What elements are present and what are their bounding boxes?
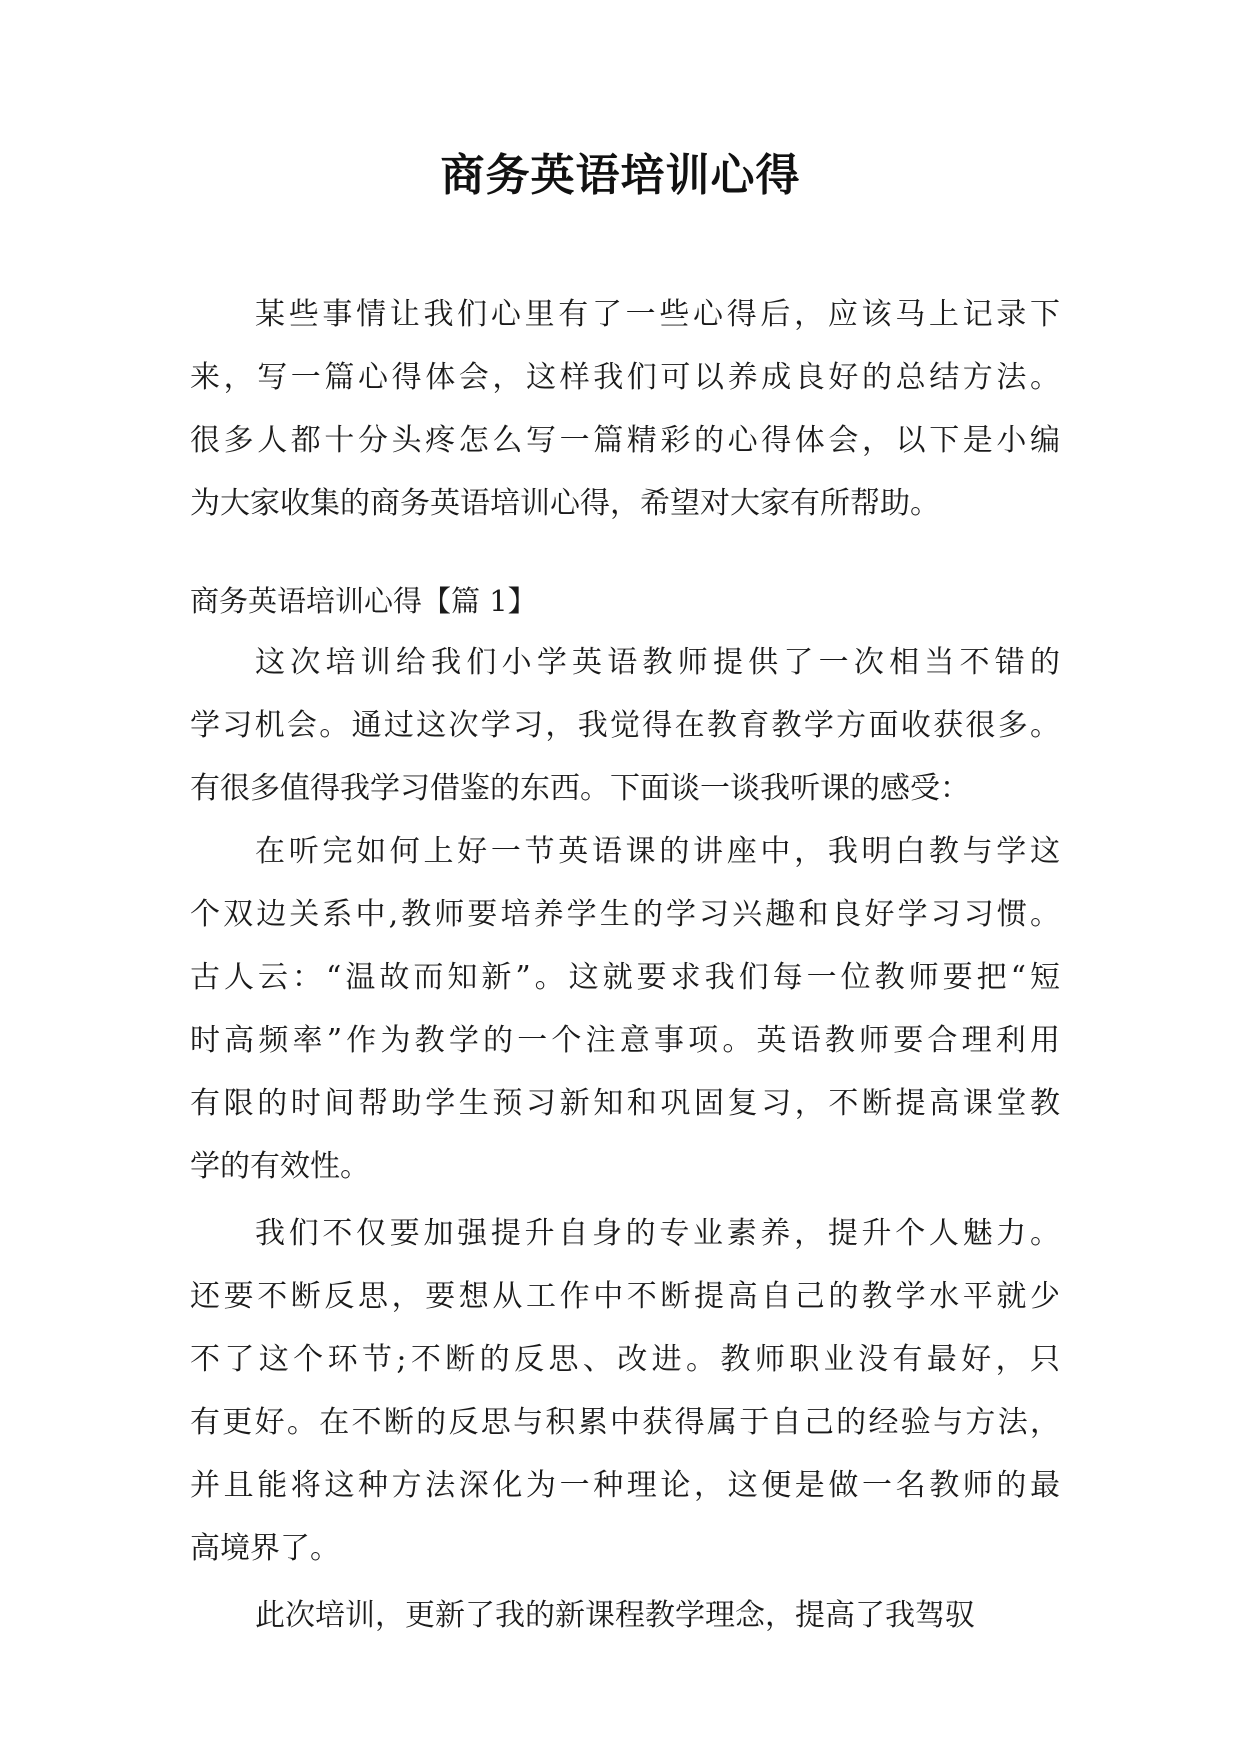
paragraph-1 (190, 631, 1060, 820)
paragraph-line: 学习机会。通过这次学习，我觉得在教育教学方面收获很多。 (190, 708, 1060, 743)
paragraph-line: 有更好。在不断的反思与积累中获得属于自己的经验与方法， (190, 1405, 1060, 1440)
paragraph-line: 高境界了。 (190, 1531, 340, 1566)
paragraph-line: 这次培训给我们小学英语教师提供了一次相当不错的 (255, 645, 1060, 680)
spacer (190, 535, 1060, 571)
paragraph-line: 个双边关系中,教师要培养学生的学习兴趣和良好学习习惯。 (190, 897, 1060, 932)
intro-paragraph (190, 283, 1060, 535)
paragraph-line: 在听完如何上好一节英语课的讲座中，我明白教与学这 (255, 834, 1060, 869)
paragraph-line: 不了这个环节;不断的反思、改进。教师职业没有最好，只 (190, 1342, 1060, 1377)
paragraph-2 (190, 820, 1060, 1198)
paragraph-line: 此次培训，更新了我的新课程教学理念，提高了我驾驭 (255, 1598, 975, 1633)
paragraph-line: 我们不仅要加强提升自身的专业素养，提升个人魅力。 (255, 1216, 1060, 1251)
document-body (190, 283, 1060, 1647)
paragraph-4 (190, 1584, 1060, 1647)
intro-line: 某些事情让我们心里有了一些心得后，应该马上记录下 (255, 297, 1060, 332)
paragraph-line: 并且能将这种方法深化为一种理论，这便是做一名教师的最 (190, 1468, 1060, 1503)
paragraph-line: 有很多值得我学习借鉴的东西。下面谈一谈我听课的感受： (190, 771, 970, 806)
document-title: 商务英语培训心得 (440, 150, 801, 201)
paragraph-line: 学的有效性。 (190, 1149, 370, 1184)
paragraph-line: 时高频率”作为教学的一个注意事项。英语教师要合理利用 (190, 1023, 1060, 1058)
section-heading: 商务英语培训心得【篇 1】 (190, 584, 537, 618)
paragraph-line: 还要不断反思，要想从工作中不断提高自己的教学水平就少 (190, 1279, 1060, 1314)
paragraph-line: 有限的时间帮助学生预习新知和巩固复习，不断提高课堂教 (190, 1086, 1060, 1121)
intro-line: 来，写一篇心得体会，这样我们可以养成良好的总结方法。 (190, 360, 1060, 395)
intro-line: 很多人都十分头疼怎么写一篇精彩的心得体会，以下是小编 (190, 423, 1060, 458)
paragraph-line: 古人云：“温故而知新”。这就要求我们每一位教师要把“短 (190, 960, 1060, 995)
paragraph-3 (190, 1202, 1060, 1580)
intro-line: 为大家收集的商务英语培训心得，希望对大家有所帮助。 (190, 486, 940, 521)
